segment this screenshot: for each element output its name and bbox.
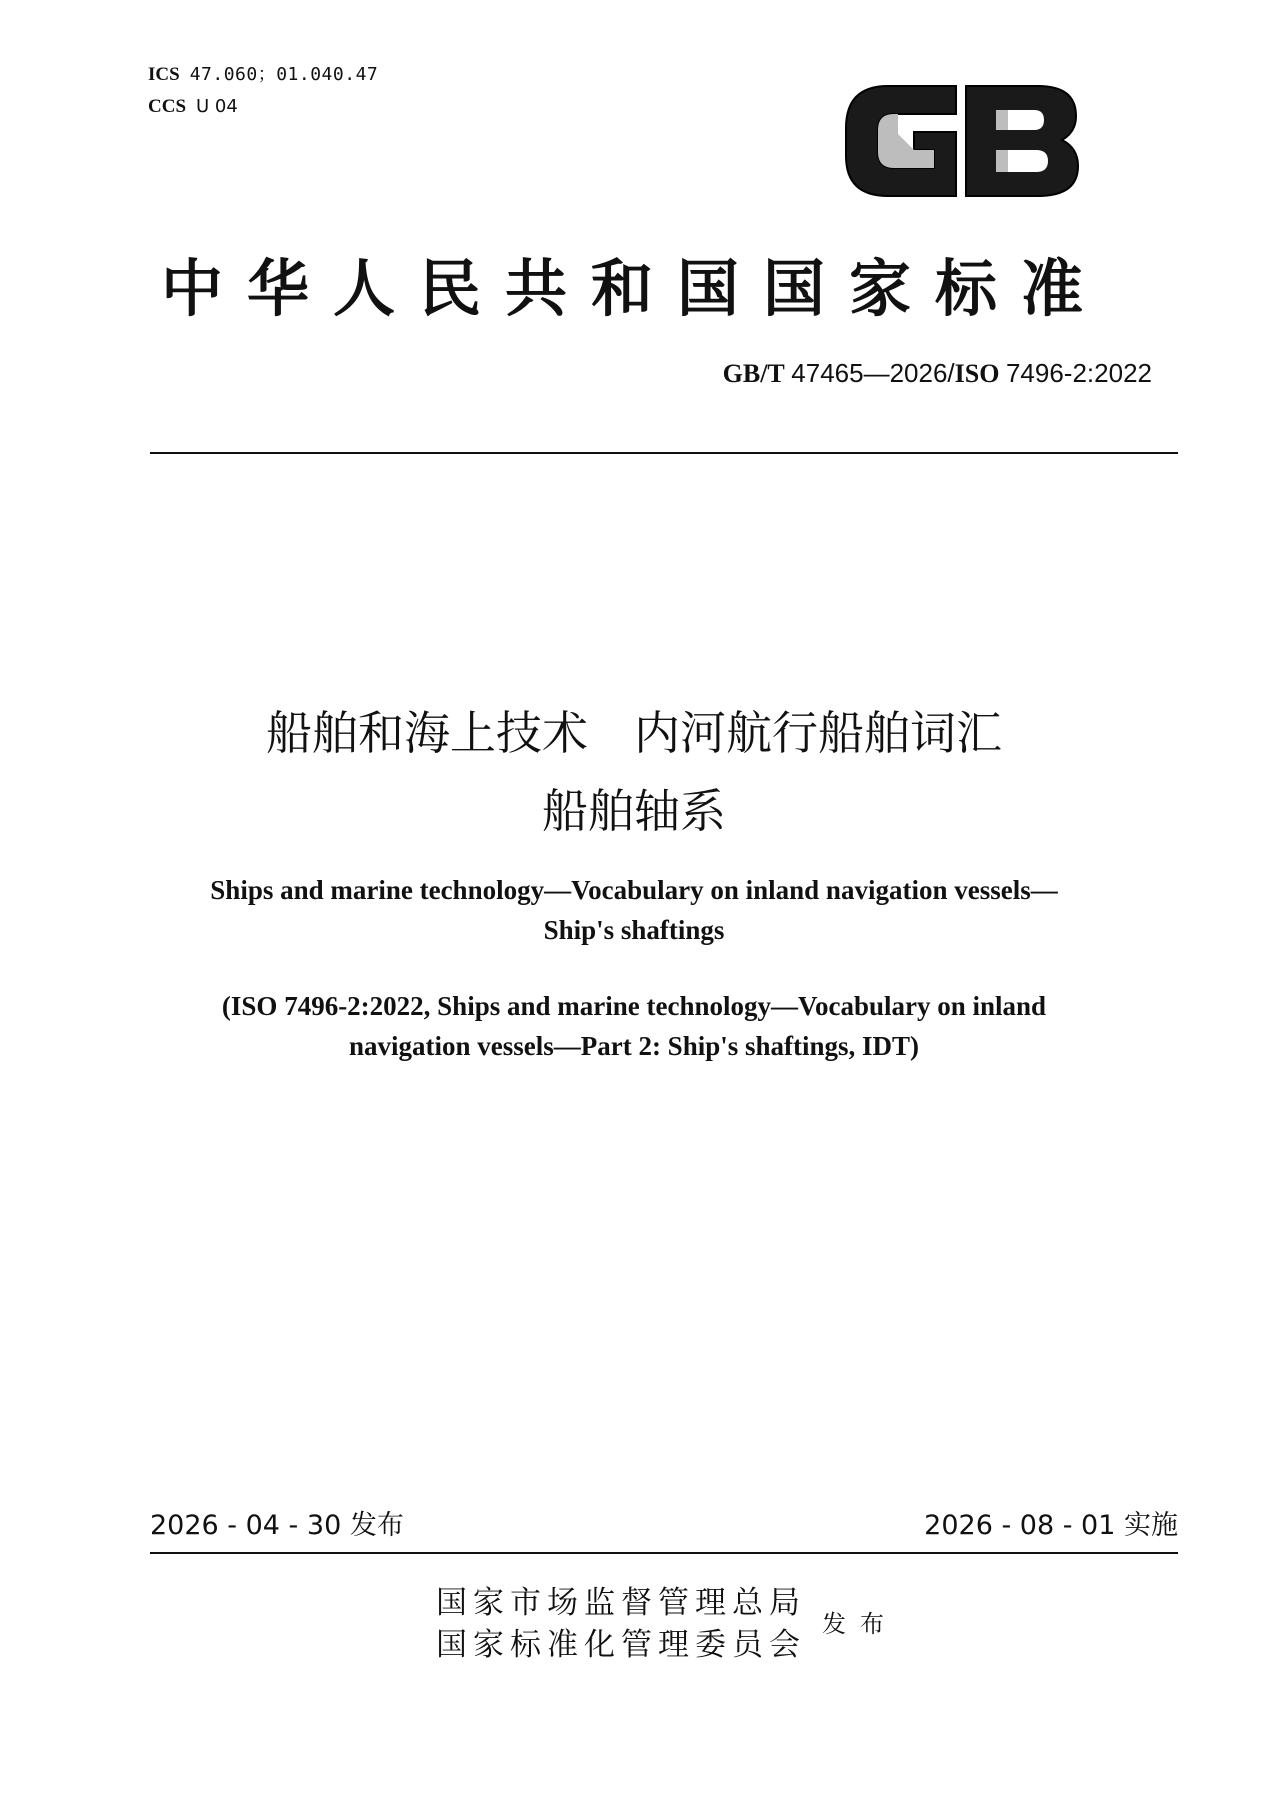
issuing-authorities xyxy=(436,1582,806,1666)
publish-date: 2026 - 04 - 30 发布 xyxy=(150,1510,404,1541)
standard-prefix: GB/T xyxy=(722,359,785,388)
standard-number xyxy=(723,356,1152,391)
issued-label: 发布 xyxy=(822,1612,898,1638)
issuer-line-1: 国家市场监督管理总局 xyxy=(436,1585,806,1620)
standard-number-value: 47465—2026/ xyxy=(791,358,955,388)
english-title-line-2: Ship's shaftings xyxy=(543,915,725,945)
chinese-title xyxy=(0,694,1268,850)
bottom-divider xyxy=(150,1552,1178,1554)
top-divider xyxy=(150,452,1178,454)
chinese-title-line-1: 船舶和海上技术 内河航行船舶词汇 xyxy=(266,706,1002,760)
gb-logo xyxy=(838,76,1084,206)
iso-number-value: 7496-2:2022 xyxy=(1005,358,1152,388)
issuer-line-2: 国家标准化管理委员会 xyxy=(436,1627,806,1662)
ics-line xyxy=(148,62,378,88)
ccs-label: CCS xyxy=(148,96,187,117)
iso-reference xyxy=(0,986,1268,1066)
implement-date: 2026 - 08 - 01 实施 xyxy=(924,1510,1178,1541)
chinese-title-line-2: 船舶轴系 xyxy=(542,784,726,838)
national-standard-heading: 中华人民共和国国家标准 xyxy=(160,256,1107,324)
iso-prefix: ISO xyxy=(954,359,1000,388)
ics-label: ICS xyxy=(148,64,180,85)
ccs-line xyxy=(148,94,238,120)
english-title-line-1: Ships and marine technology—Vocabulary on inland navigation vessels— xyxy=(210,875,1058,905)
ics-value: 47.060；01.040.47 xyxy=(189,64,379,85)
ccs-value: U 04 xyxy=(196,96,238,117)
iso-reference-line-1: (ISO 7496-2:2022, Ships and marine technology—Vocabulary on inland xyxy=(221,991,1047,1021)
english-title xyxy=(0,870,1268,950)
iso-reference-line-2: navigation vessels—Part 2: Ship's shaftings, IDT) xyxy=(348,1031,920,1061)
